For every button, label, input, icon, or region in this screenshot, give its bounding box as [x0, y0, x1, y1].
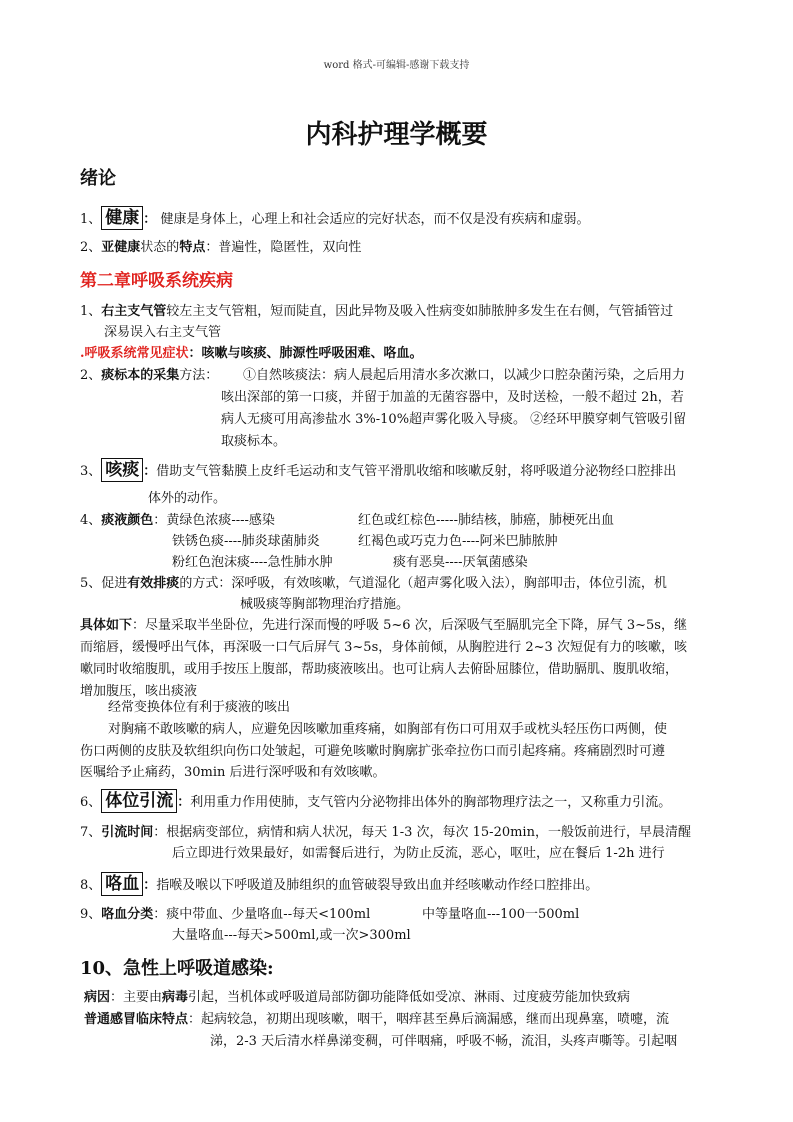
hemoptysis-large: 大量咯血---每天>500ml,或一次>300ml [172, 928, 411, 943]
chapter-item-5 [80, 573, 667, 595]
color-entry: 红色或红棕色-----肺结核，肺癌，肺梗死出血 [358, 513, 614, 528]
term: 痰液颜色 [101, 513, 154, 528]
text: ：主要由 [110, 990, 163, 1005]
colon: ： [143, 464, 157, 479]
term-hemoptysis: 咯血 [101, 872, 143, 896]
term: 引流时间 [101, 825, 154, 840]
label: .呼吸系统常见症状 [80, 346, 189, 361]
page-header: word 格式-可编辑-感谢下载支持 [323, 60, 470, 71]
term-postural-drainage: 体位引流 [101, 789, 177, 813]
label: 具体如下 [80, 618, 133, 633]
detail-line-4: 增加腹压，咳出痰液 [80, 684, 198, 699]
label: 病因 [84, 990, 111, 1005]
cold-line-2: 涕，2-3 天后清水样鼻涕变稠，可伴咽痛，呼吸不畅，流泪，头疼声嘶等。引起咽 [210, 1034, 678, 1049]
text: 利用重力作用使肺，支气管内分泌物排出体外的胸部物理疗法之一，又称重力引流。 [190, 795, 672, 810]
term-subhealth: 亚健康 [101, 240, 141, 255]
text: ：根据病变部位，病情和病人状况，每天 1-3 次，每次 15-20min，一般饭前进行，早晨清醒 [153, 825, 691, 840]
text: 较左主支气管粗，短而陡直，因此异物及吸入性病变如肺脓肿多发生在右侧，气管插管过 [166, 304, 674, 319]
section-heading-intro: 绪论 [80, 168, 116, 189]
sputum-method-line-3: 病人无痰可用高渗盐水 3%-10%超声雾化吸入导痰。 ②经环甲膜穿刺气管吸引留 [221, 412, 687, 427]
color-entry: 黄绿色浓痰----感染 [166, 513, 275, 528]
sputum-method-line-2: 咳出深部的第一口痰，并留于加盖的无菌容器中，及时送检，一般不超过 2h，若 [221, 390, 684, 405]
chapter-item-4 [80, 510, 275, 532]
document-title: 内科护理学概要 [305, 120, 488, 150]
chapter-item-5-cont: 械吸痰等胸部物理治疗措施。 [240, 597, 410, 612]
item-number: 1、 [80, 304, 102, 319]
color-entry: 铁锈色痰----肺炎球菌肺炎 [172, 534, 320, 549]
detail-line-1 [80, 615, 687, 637]
colon: ： [143, 878, 157, 893]
color-entry: 粉红色泡沫痰----急性肺水肿 [172, 555, 333, 570]
detail-line-2: 而缩唇，缓慢呼出气体，再深吸一口气后屏气 3~5s，身体前倾，从胸腔进行 2~3 次短促有力的咳嗽，咳 [80, 640, 687, 655]
text: ：起病较急，初期出现咳嗽，咽干，咽痒甚至鼻后滴漏感，继而出现鼻塞，喷嚏，流 [188, 1012, 670, 1027]
text: 促进 [101, 576, 128, 591]
colon: ： [143, 212, 157, 227]
text: 借助支气管黏膜上皮纤毛运动和支气管平滑肌收缩和咳嗽反射，将呼吸道分泌物经口腔排出 [156, 464, 677, 479]
hemoptysis-moderate: 中等量咯血---100一500ml [422, 907, 580, 922]
detail-line-3: 嗽同时收缩腹肌，或用手按压上腹部，帮助痰液咳出。也可让病人去俯卧屈膝位，借助膈肌、腹肌收缩， [80, 662, 679, 677]
text: 引起，当机体或呼吸道局部防御功能降低如受凉、淋雨、过度疲劳能加快致病 [188, 990, 631, 1005]
chapter-heading: 第二章呼吸系统疾病 [80, 271, 233, 291]
chapter-item-1 [80, 301, 673, 323]
section-heading-uri: 10、急性上呼吸道感染: [80, 958, 274, 979]
item-number: 4、 [80, 513, 102, 528]
item-number: 5、 [80, 576, 102, 591]
text: ：咳嗽与咳痰、肺源性呼吸困难、咯血。 [188, 346, 423, 361]
item-number: 2、 [80, 240, 102, 255]
item-number: 8、 [80, 878, 102, 893]
intro-item-1 [80, 206, 589, 231]
detail-line-6: 对胸痛不敢咳嗽的病人，应避免因咳嗽加重疼痛，如胸部有伤口可用双手或枕头轻压伤口两侧，使 [108, 722, 668, 737]
term-virus: 病毒 [162, 990, 189, 1005]
chapter-item-1-cont: 深易误入右主支气管 [104, 325, 222, 340]
term: 有效排痰 [127, 576, 180, 591]
term-feature: 特点 [179, 240, 206, 255]
term-expectoration: 咳痰 [101, 458, 143, 482]
text: ：尽量采取半坐卧位，先进行深而慢的呼吸 5~6 次，后深吸气至膈肌完全下降，屏气 3~5s，继 [132, 618, 687, 633]
item-number: 9、 [80, 907, 102, 922]
text: 指喉及喉以下呼吸道及肺组织的血管破裂导致出血并经咳嗽动作经口腔排出。 [156, 878, 599, 893]
chapter-item-2 [80, 365, 218, 387]
chapter-item-9 [80, 904, 370, 926]
chapter-item-7 [80, 822, 691, 844]
chapter-item-3 [80, 458, 676, 483]
definition-text: 健康是身体上，心理上和社会适应的完好状态，而不仅是没有疾病和虚弱。 [160, 212, 590, 227]
term: 右主支气管 [101, 304, 167, 319]
item-number: 1、 [80, 212, 102, 227]
item-number: 7、 [80, 825, 102, 840]
cold-line-1 [84, 1009, 669, 1031]
chapter-item-6 [80, 789, 671, 814]
intro-item-2 [80, 237, 361, 259]
label: 普通感冒临床特点 [84, 1012, 189, 1027]
text: 状态的 [140, 240, 180, 255]
term: 咯血分类 [101, 907, 154, 922]
chapter-item-8 [80, 872, 598, 897]
term-health: 健康 [101, 206, 143, 230]
text: ：普遍性，隐匿性，双向性 [205, 240, 362, 255]
item-number: 3、 [80, 464, 102, 479]
color-entry: 痰有恶臭----厌氧菌感染 [393, 555, 528, 570]
colon: ： [177, 795, 191, 810]
term: 痰标本的采集 [101, 368, 180, 383]
sputum-method-line-1: ①自然咳痰法：病人晨起后用清水多次漱口，以减少口腔杂菌污染，之后用力 [243, 368, 686, 383]
text: ：痰中带血、少量咯血--每天<100ml [153, 907, 371, 922]
chapter-item-7-cont: 后立即进行效果最好，如需餐后进行，为防止反流，恶心，呕吐，应在餐后 1-2h 进行 [172, 846, 665, 861]
cause-line [84, 987, 630, 1009]
text: 方法： [179, 368, 219, 383]
item-number: 6、 [80, 795, 102, 810]
detail-line-7: 伤口两侧的皮肤及软组织向伤口处皱起，可避免咳嗽时胸廓扩张牵拉伤口而引起疼痛。疼痛剧烈时可遵 [80, 744, 666, 759]
symptoms-line [80, 343, 423, 365]
color-entry: 红褐色或巧克力色----阿米巴肺脓肿 [358, 534, 558, 549]
sputum-method-line-4: 取痰标本。 [221, 434, 287, 449]
text: 的方式：深呼吸，有效咳嗽，气道湿化（超声雾化吸入法），胸部叩击，体位引流，机 [179, 576, 667, 591]
colon: ： [153, 513, 167, 528]
detail-line-5: 经常变换体位有利于痰液的咳出 [108, 700, 291, 715]
chapter-item-3-cont: 体外的动作。 [148, 491, 227, 506]
item-number: 2、 [80, 368, 102, 383]
detail-line-8: 医嘱给予止痛药，30min 后进行深呼吸和有效咳嗽。 [80, 765, 386, 780]
